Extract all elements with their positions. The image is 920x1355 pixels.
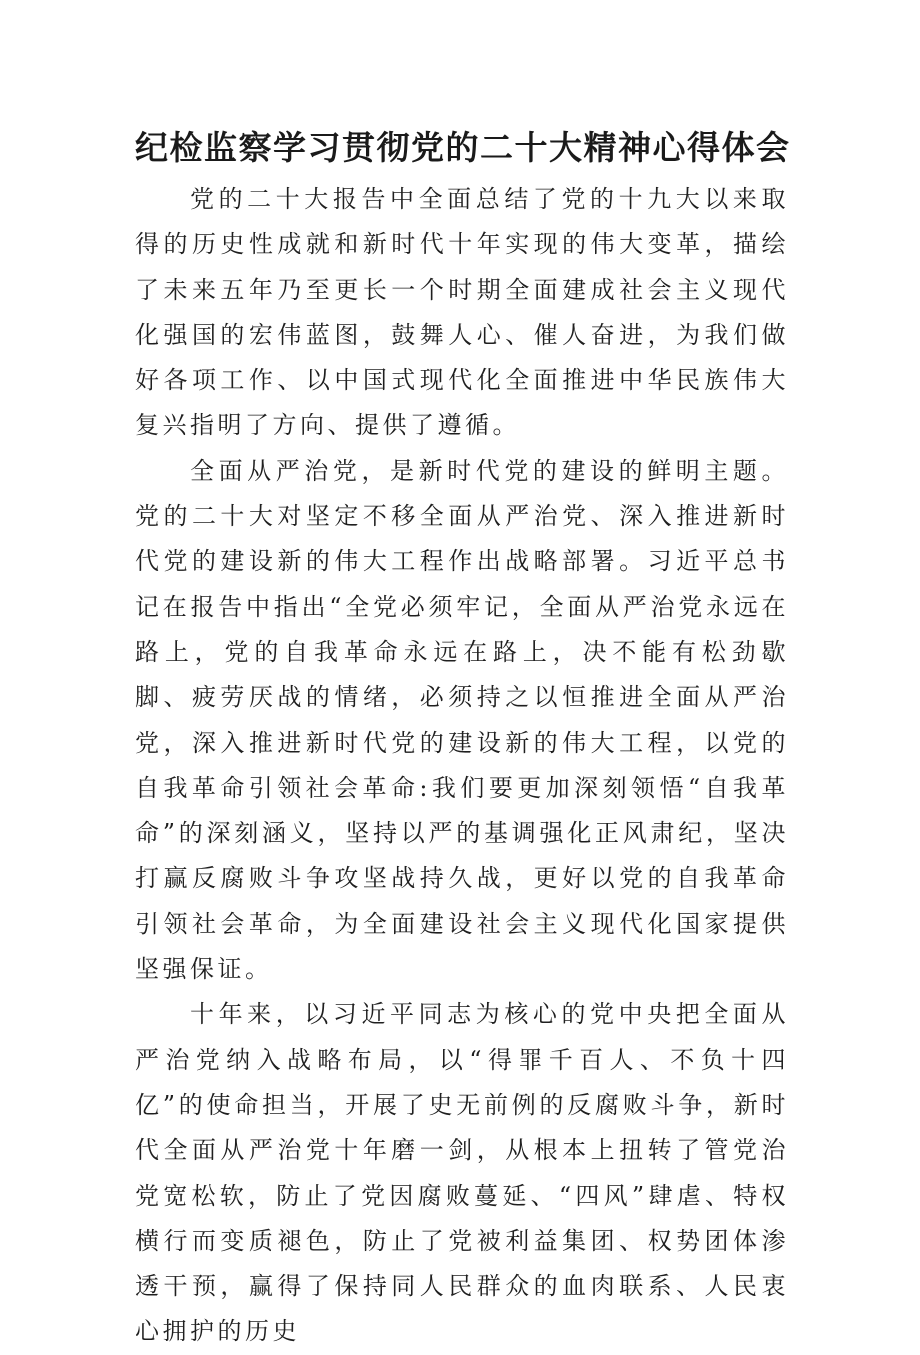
document-body bbox=[135, 177, 789, 1355]
paragraph: 十年来，以习近平同志为核心的党中央把全面从严治党纳入战略布局，以“得罪千百人、不负十四亿”的使命担当，开展了史无前例的反腐败斗争，新时代全面从严治党十年磨一剑，从根本上扭转了管党治党宽松软，防止了党因腐败蔓延、“四风”肆虐、特权横行而变质褪色，防止了党被利益集团、权势团体渗透干预，赢得了保持同人民群众的血肉联系、人民衷心拥护的历史 bbox=[135, 1000, 789, 1346]
document-title: 纪检监察学习贯彻党的二十大精神心得体会 bbox=[135, 128, 791, 167]
paragraph: 全面从严治党，是新时代党的建设的鲜明主题。党的二十大对坚定不移全面从严治党、深入推进新时代党的建设新的伟大工程作出战略部署。习近平总书记在报告中指出“全党必须牢记，全面从严治党永远在路上，党的自我革命永远在路上，决不能有松劲歇脚、疲劳厌战的情绪，必须持之以恒推进全面从严治党，深入推进新时代党的建设新的伟大工程，以党的自我革命引领社会革命:我们要更加深刻领悟“自我革命”的深刻涵义，坚持以严的基调强化正风肃纪，坚决打赢反腐败斗争攻坚战持久战，更好以党的自我革命引领社会革命，为全面建设社会主义现代化国家提供坚强保证。 bbox=[135, 456, 789, 984]
paragraph: 党的二十大报告中全面总结了党的十九大以来取得的历史性成就和新时代十年实现的伟大变革，描绘了未来五年乃至更长一个时期全面建成社会主义现代化强国的宏伟蓝图，鼓舞人心、催人奋进，为我们做好各项工作、以中国式现代化全面推进中华民族伟大复兴指明了方向、提供了遵循。 bbox=[135, 185, 789, 440]
